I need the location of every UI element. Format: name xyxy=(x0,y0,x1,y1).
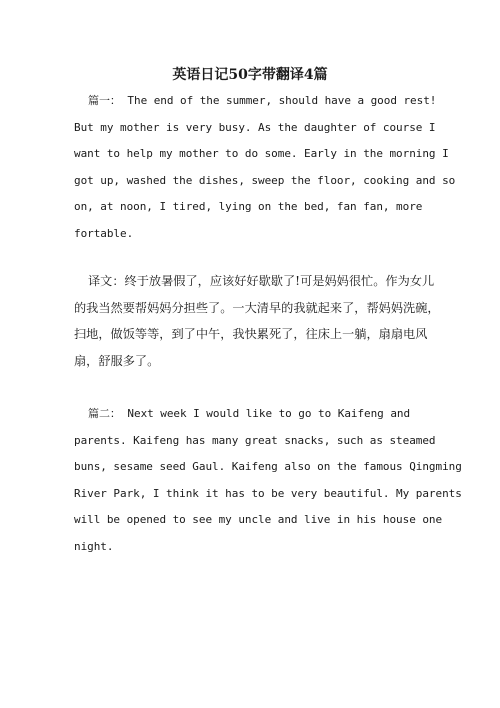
essay-one-english xyxy=(74,88,456,248)
paragraph-line: want to help my mother to do some. Early in the morning I xyxy=(74,147,449,161)
essay-two-english xyxy=(74,401,462,561)
paragraph-line: But my mother is very busy. As the daughter of course I xyxy=(74,120,436,134)
paragraph-line: 篇一： The end of the summer, should have a good rest! xyxy=(88,94,437,107)
paragraph-line: 译文：终于放暑假了，应该好好歇歇了!可是妈妈很忙。作为女儿 xyxy=(88,274,435,288)
paragraph-line: River Park, I think it has to be very beautiful. My parents xyxy=(74,486,462,500)
paragraph-line: 的我当然要帮妈妈分担些了。一大清早的我就起来了，帮妈妈洗碗， xyxy=(74,300,440,315)
document-title: 英语日记50字带翻译4篇 xyxy=(172,67,328,83)
paragraph-line: 扇，舒服多了。 xyxy=(74,353,160,368)
paragraph-line: 篇二： Next week I would like to go to Kaifeng and xyxy=(88,407,411,420)
paragraph-line: buns, sesame seed Gaul. Kaifeng also on the famous Qingming xyxy=(74,460,462,474)
paragraph-line: parents. Kaifeng has many great snacks, such as steamed xyxy=(74,433,436,447)
paragraph-line: will be opened to see my uncle and live in his house one xyxy=(74,513,443,527)
paragraph-line: 扫地，做饭等等，到了中午，我快累死了，往床上一躺，扇扇电风 xyxy=(74,327,428,342)
paragraph-line: night. xyxy=(74,539,114,553)
paragraph-line: on, at noon, I tired, lying on the bed, fan fan, more xyxy=(74,200,423,214)
paragraph-line: got up, washed the dishes, sweep the floor, cooking and so xyxy=(74,173,456,187)
paragraph-line: fortable. xyxy=(74,226,134,240)
essay-one-translation xyxy=(74,268,440,374)
